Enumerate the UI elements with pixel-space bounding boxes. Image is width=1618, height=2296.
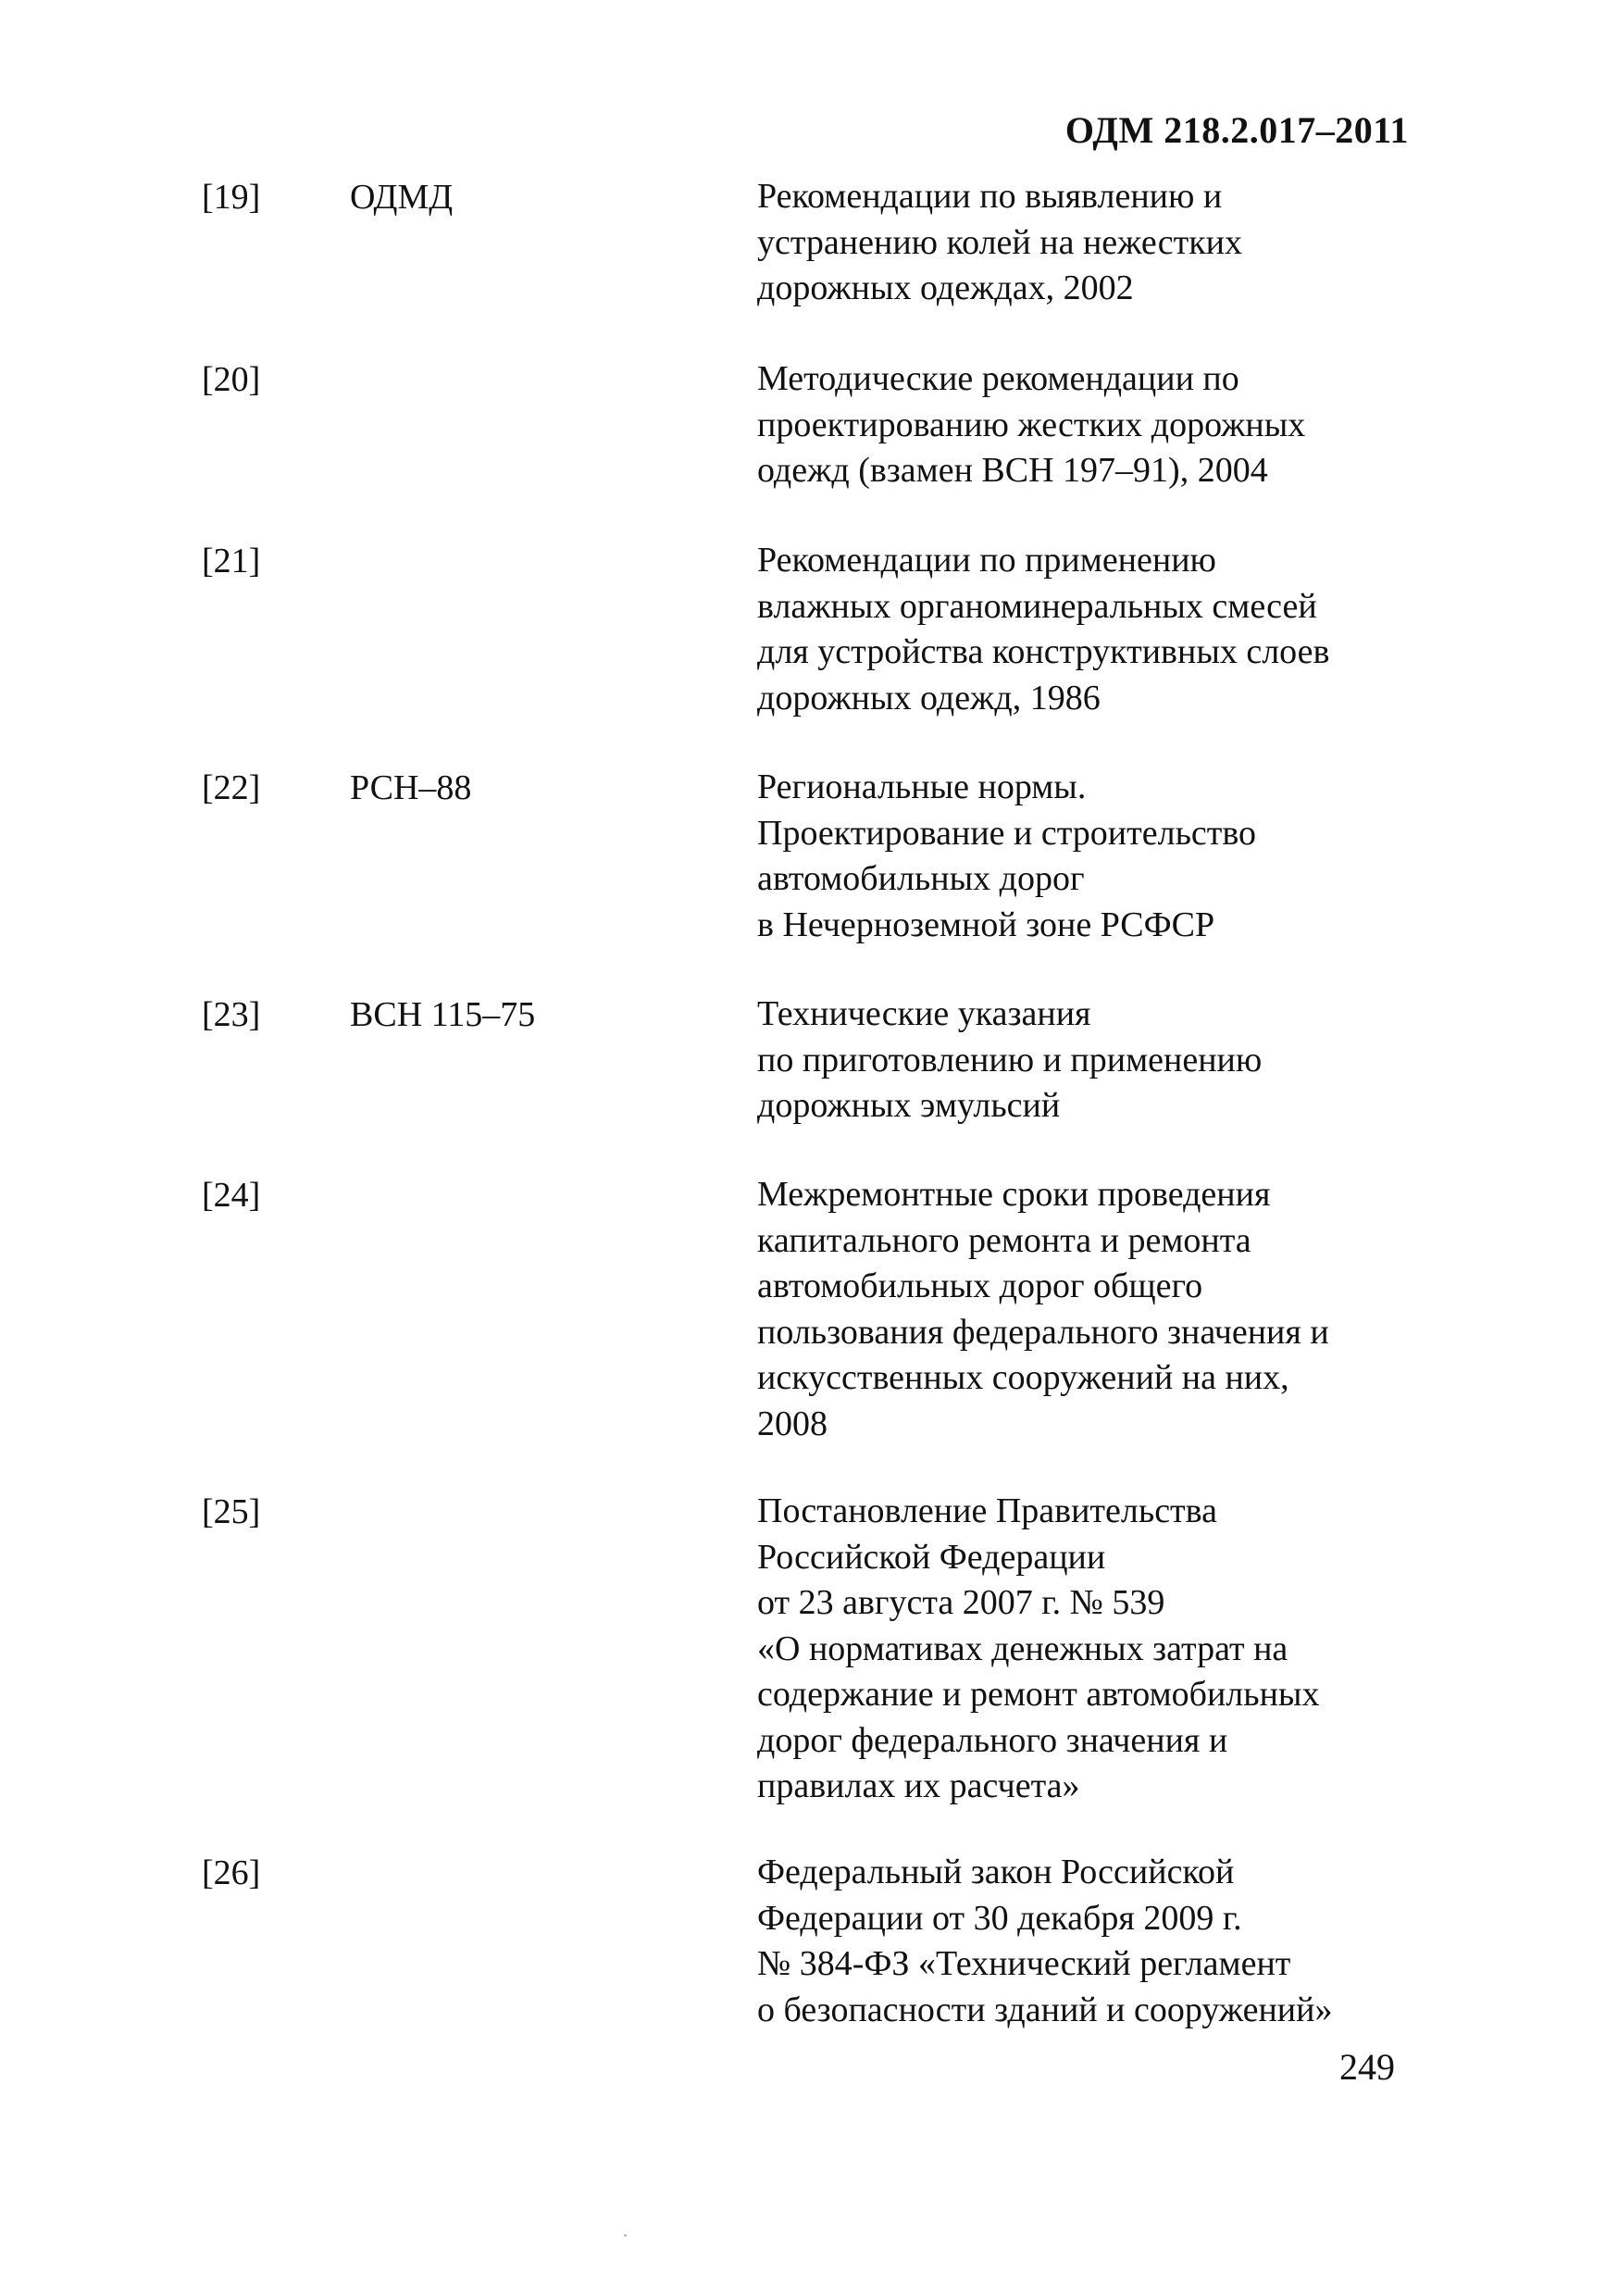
reference-number: [20] [202, 360, 261, 399]
reference-title: Межремонтные сроки проведения капитального ремонта и ремонта автомобильных дорог общего пользования федерального значения и искусственных сооружений на них, 2008 [757, 1175, 1329, 1443]
reference-number: [25] [202, 1492, 261, 1531]
reference-title: Технические указания по приготовлению и применению дорожных эмульсий [757, 994, 1263, 1125]
reference-number: [23] [202, 995, 261, 1034]
document-code: ОДМ 218.2.017–2011 [1064, 109, 1409, 151]
reference-number: [26] [202, 1853, 261, 1892]
reference-title: Постановление Правительства Российской Федерации от 23 августа 2007 г. № 539 «О нормативах денежных затрат на содержание и ремонт автомобильных дорог федерального значения и правилах их расчета» [757, 1491, 1320, 1805]
page-number: 249 [1339, 2046, 1395, 2088]
reference-number: [21] [202, 542, 261, 580]
reference-number: [22] [202, 768, 261, 807]
scan-speck [624, 2234, 627, 2237]
reference-title: Федеральный закон Российской Федерации от 30 декабря 2009 г. № 384-ФЗ «Технический регламент о безопасности зданий и сооружений» [757, 1853, 1333, 2029]
reference-code: ОДМД [350, 178, 454, 217]
reference-title: Методические рекомендации по проектированию жестких дорожных одежд (взамен ВСН 197–91), 2004 [757, 359, 1306, 490]
reference-code: ВСН 115–75 [350, 995, 536, 1034]
reference-number: [24] [202, 1176, 261, 1215]
reference-title: Рекомендации по выявлению и устранению колей на нежестких дорожных одеждах, 2002 [757, 177, 1243, 307]
reference-code: РСН–88 [350, 768, 472, 807]
reference-title: Рекомендации по применению влажных органоминеральных смесей для устройства конструктивных слоев дорожных одежд, 1986 [757, 541, 1330, 718]
reference-title: Региональные нормы. Проектирование и строительство автомобильных дорог в Нечерноземной зоне РСФСР [757, 767, 1257, 944]
reference-number: [19] [202, 178, 261, 217]
